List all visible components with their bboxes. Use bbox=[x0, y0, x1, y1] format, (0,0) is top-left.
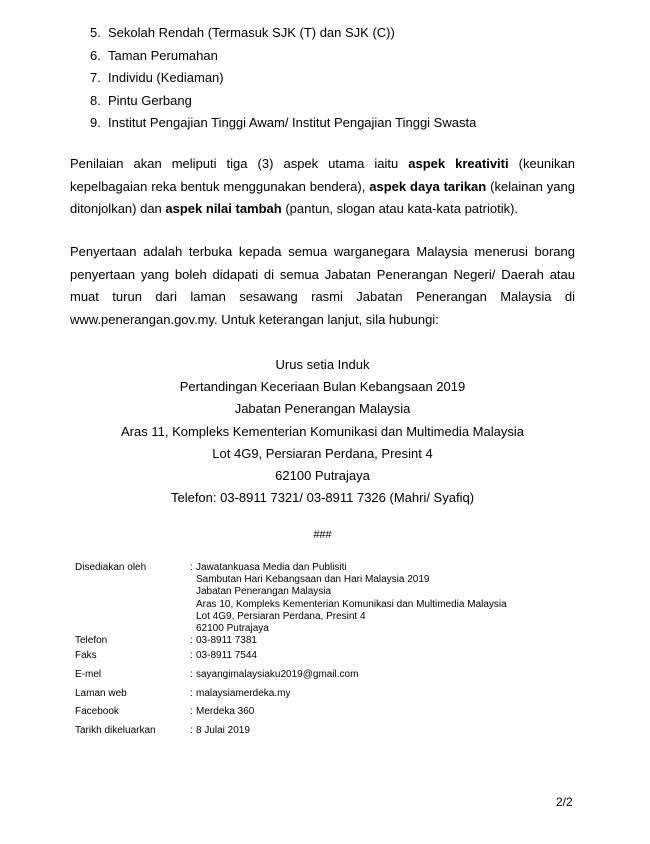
list-item-text: Institut Pengajian Tinggi Awam/ Institut Pengajian Tinggi Swasta bbox=[108, 115, 477, 130]
info-colon: : bbox=[190, 687, 193, 699]
info-label: E-mel bbox=[75, 669, 102, 681]
info-label: Faks bbox=[75, 650, 97, 662]
info-label: Telefon bbox=[75, 635, 108, 647]
list-item-number: 9. bbox=[90, 115, 101, 130]
participation-paragraph: Penyertaan adalah terbuka kepada semua warganegara Malaysia menerusi borang penyertaan yang boleh didapati di semua Jabatan Penerangan Negeri/ Daerah atau muat turun dari laman sesawang rasmi Jabatan Penerangan Malaysia di www.penerangan.gov.my. Untuk keterangan lanjut, sila hubungi: bbox=[70, 244, 575, 327]
info-value: 03-8911 7381 bbox=[196, 635, 257, 647]
prepared-line: Jawatankuasa Media dan Publisiti bbox=[196, 562, 347, 573]
info-row-facebook bbox=[75, 703, 507, 722]
contact-line: Lot 4G9, Persiaran Perdana, Presint 4 bbox=[212, 445, 433, 461]
info-label: Laman web bbox=[75, 687, 127, 699]
prepared-line: 62100 Putrajaya bbox=[196, 623, 269, 635]
contact-line: Urus setia Induk bbox=[275, 357, 370, 372]
info-colon: : bbox=[190, 669, 193, 681]
press-info-table bbox=[75, 562, 507, 740]
prepared-line: Jabatan Penerangan Malaysia bbox=[196, 586, 332, 598]
info-colon: : bbox=[190, 724, 193, 736]
prepared-line: Sambutan Hari Kebangsaan dan Hari Malaysia 2019 bbox=[196, 574, 430, 586]
info-row-email bbox=[75, 666, 507, 685]
info-label: Facebook bbox=[75, 706, 119, 718]
contact-line: 62100 Putrajaya bbox=[275, 468, 370, 484]
info-label: Tarikh dikeluarkan bbox=[75, 724, 156, 736]
info-value bbox=[196, 562, 507, 635]
contact-block bbox=[70, 354, 575, 509]
prepared-line: Lot 4G9, Persiaran Perdana, Presint 4 bbox=[196, 610, 366, 622]
assessment-paragraph bbox=[70, 153, 575, 221]
info-colon: : bbox=[190, 706, 193, 718]
list-item-text: Individu (Kediaman) bbox=[108, 70, 224, 85]
prepared-line: Aras 10, Kompleks Kementerian Komunikasi dan Multimedia Malaysia bbox=[196, 598, 507, 610]
info-colon: : bbox=[190, 650, 193, 662]
list-item bbox=[90, 112, 476, 135]
info-value: sayangimalaysiaku2019@gmail.com bbox=[196, 669, 359, 681]
page-number: 2/2 bbox=[556, 795, 573, 809]
para1-text-3: (kelainan yang ditonjolkan) dan bbox=[70, 178, 576, 216]
list-item bbox=[90, 90, 476, 113]
info-row-telephone bbox=[75, 635, 507, 647]
list-item-number: 6. bbox=[90, 47, 101, 63]
list-item-number: 8. bbox=[90, 92, 101, 108]
contact-line: Pertandingan Keceriaan Bulan Kebangsaan 2019 bbox=[179, 379, 466, 395]
info-row-fax bbox=[75, 647, 507, 666]
para1-text-4: (pantun, slogan atau kata-kata patriotik). bbox=[281, 201, 519, 216]
para1-text-1: Penilaian akan meliputi tiga (3) aspek utama iaitu bbox=[70, 156, 409, 171]
info-row-issue-date bbox=[75, 722, 507, 741]
contact-line: Jabatan Penerangan Malaysia bbox=[234, 401, 411, 417]
info-value: 03-8911 7544 bbox=[196, 650, 257, 662]
info-row-prepared-by bbox=[75, 562, 507, 635]
list-item-number: 5. bbox=[90, 25, 101, 40]
para1-text-2: (keunikan kepelbagaian reka bentuk menggunakan bendera), bbox=[70, 156, 576, 194]
para1-bold-attraction: aspek daya tarikan bbox=[369, 178, 487, 194]
list-item bbox=[90, 45, 476, 68]
numbered-list bbox=[90, 22, 476, 135]
info-value: malaysiamerdeka.my bbox=[196, 687, 291, 699]
list-item bbox=[90, 22, 476, 45]
list-item bbox=[90, 67, 476, 90]
info-value: 8 Julai 2019 bbox=[196, 724, 250, 736]
list-item-text: Pintu Gerbang bbox=[108, 92, 192, 108]
para1-bold-creativity: aspek kreativiti bbox=[408, 156, 509, 171]
info-label: Disediakan oleh bbox=[75, 562, 147, 573]
info-colon: : bbox=[190, 562, 193, 573]
contact-line: Telefon: 03-8911 7321/ 03-8911 7326 (Mahri/ Syafiq) bbox=[170, 490, 475, 506]
info-row-website bbox=[75, 685, 507, 704]
info-colon: : bbox=[190, 635, 193, 647]
list-item-number: 7. bbox=[90, 70, 101, 85]
list-item-text: Taman Perumahan bbox=[108, 47, 218, 63]
contact-line: Aras 11, Kompleks Kementerian Komunikasi dan Multimedia Malaysia bbox=[121, 423, 524, 439]
list-item-text: Sekolah Rendah (Termasuk SJK (T) dan SJK (C)) bbox=[108, 25, 395, 40]
para1-bold-added-value: aspek nilai tambah bbox=[165, 201, 282, 216]
info-value: Merdeka 360 bbox=[196, 706, 255, 718]
end-separator: ### bbox=[313, 529, 332, 541]
